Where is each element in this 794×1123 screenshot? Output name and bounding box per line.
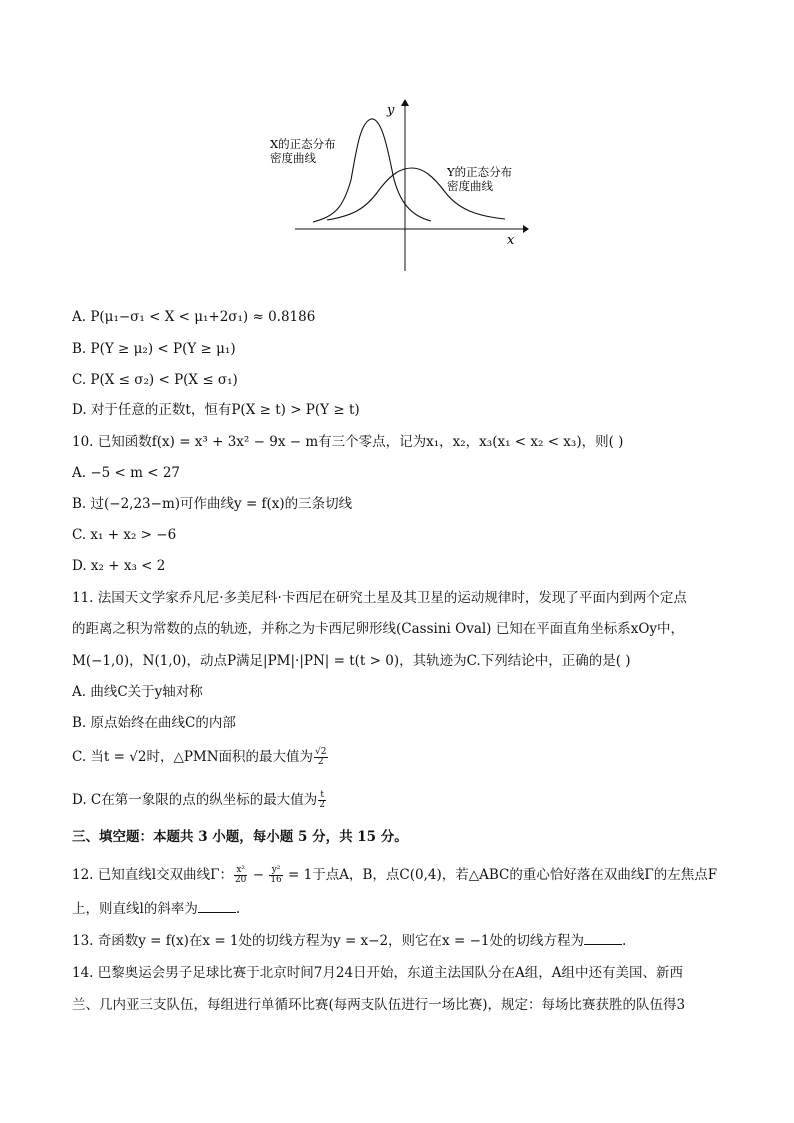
q11-option-a: A. 曲线C关于y轴对称 [72,684,203,700]
q11-stem-line-2: 的距离之积为常数的点的轨迹，并称之为卡西尼卵形线(Cassini Oval) 已知在平面直角坐标系xOy中， [72,621,685,637]
q12-stem-line-2: 上，则直线l的斜率为 . [72,901,241,917]
q13-stem: 13. 奇函数y = f(x)在x = 1处的切线方程为y = x−2，则它在x = −1处的切线方程为 . [72,933,627,949]
q10-option-d: D. x₂ + x₃ < 2 [72,558,166,574]
q13-answer-blank[interactable] [584,932,622,945]
q11-option-c-text: C. 当t = √2时，△PMN面积的最大值为 [72,749,314,765]
q12-answer-blank[interactable] [198,900,236,913]
q11-option-d-fraction: $\frac{t}{2}$ [319,790,325,810]
section-3-heading: 三、填空题：本题共 3 小题，每小题 5 分，共 15 分。 [72,829,408,845]
q11-option-c-fraction: $\frac{√2}{2}$ [315,747,327,767]
q11-option-c [72,748,329,767]
q11-option-d [72,791,327,810]
q12-fraction-x: $\frac{\text{x²}}{20}$ [234,865,247,885]
q10-option-c: C. x₁ + x₂ > −6 [72,527,177,543]
normal-distribution-figure [255,90,545,280]
y-curve-label: Y的正态分布 [447,165,513,179]
x-curve-label-2: 密度曲线 [270,151,316,165]
q11-stem-line-1: 11. 法国天文学家乔凡尼·多美尼科·卡西尼在研究土星及其卫星的运动规律时，发现了平面内到两个定点 [72,590,687,606]
q14-stem-line-2: 兰、几内亚三支队伍，每组进行单循环比赛(每两支队伍进行一场比赛)，规定：每场比赛获胜的队伍得3 [72,997,686,1013]
q11-option-b: B. 原点始终在曲线C的内部 [72,715,236,731]
y-curve-label-2: 密度曲线 [447,179,493,193]
x-curve-label: X的正态分布 [270,137,336,151]
y-axis-arrow [401,99,409,106]
q9-option-b: B. P(Y ≥ μ₂) < P(Y ≥ μ₁) [72,341,236,357]
q9-option-d: D. 对于任意的正数t，恒有P(X ≥ t) > P(Y ≥ t) [72,402,360,418]
q9-option-a: A. P(μ₁−σ₁ < X < μ₁+2σ₁) ≈ 0.8186 [72,309,316,325]
x-density-curve [313,119,431,222]
x-axis-label: x [507,233,515,248]
x-axis-arrow [523,225,529,233]
q12-stem-line-1: 12. 已知直线l交双曲线Γ： $\frac{\text{x²}}{20}$ − $\frac{\text{y²}}{16}$ = 1于点A，B，点C(0,4)，若△ABC的重心恰好落在双曲线Γ的左焦点F [72,865,718,885]
q10-option-a: A. −5 < m < 27 [72,465,180,481]
q11-stem-line-3: M(−1,0)，N(1,0)，动点P满足|PM|·|PN| = t(t > 0)，其轨迹为C.下列结论中，正确的是( ) [72,653,631,669]
q12-fraction-y: $\frac{\text{y²}}{16}$ [270,865,282,885]
q10-option-b: B. 过(−2,23−m)可作曲线y = f(x)的三条切线 [72,496,353,512]
q10-stem: 10. 已知函数f(x) = x³ + 3x² − 9x − m有三个零点，记为x₁，x₂，x₃(x₁ < x₂ < x₃)，则( ) [72,434,624,450]
q9-option-c: C. P(X ≤ σ₂) < P(X ≤ σ₁) [72,372,238,388]
q14-stem-line-1: 14. 巴黎奥运会男子足球比赛于北京时间7月24日开始，东道主法国队分在A组，A组中还有美国、新西 [72,965,684,981]
q11-option-d-text: D. C在第一象限的点的纵坐标的最大值为 [72,792,318,808]
y-axis-label: y [387,103,395,118]
